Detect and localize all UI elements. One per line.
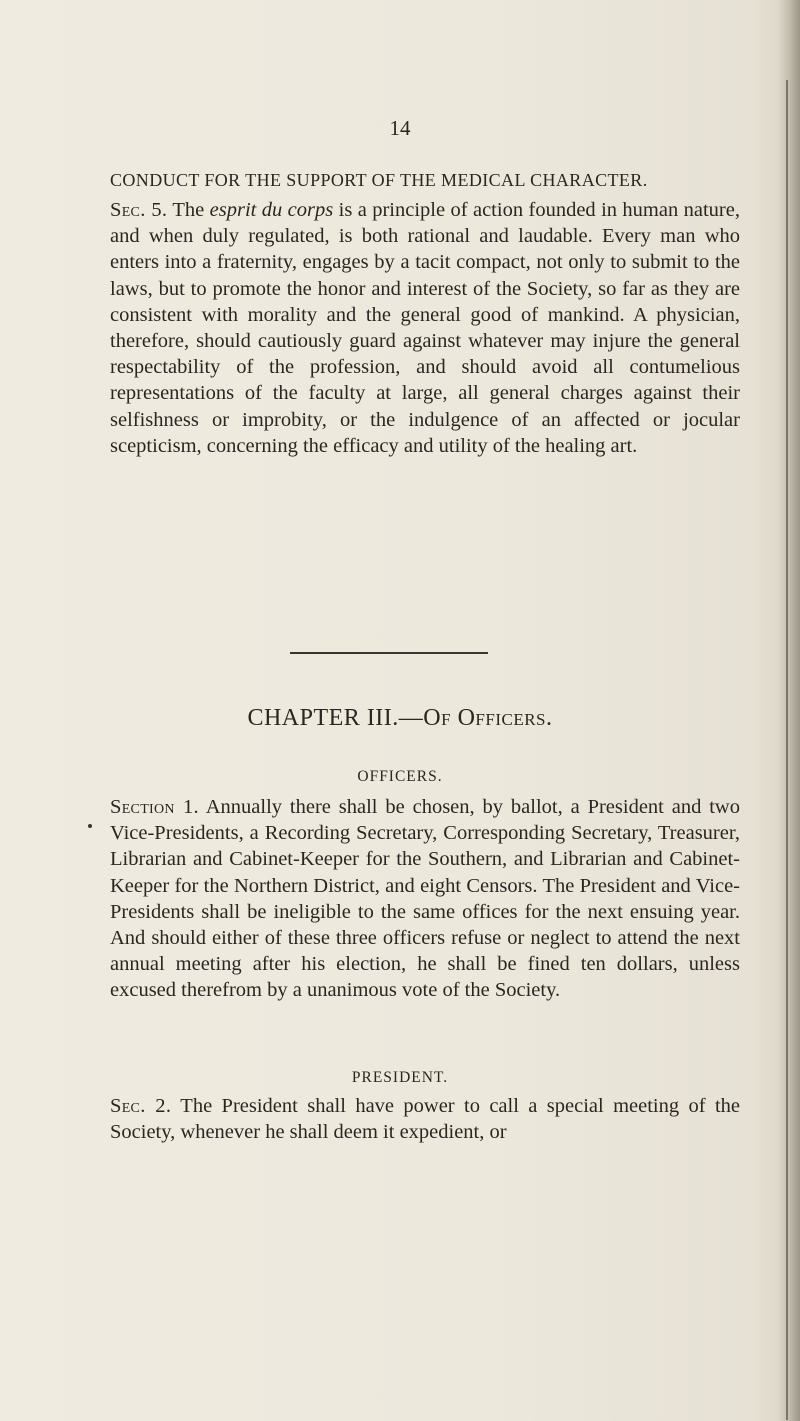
president-section	[110, 1093, 740, 1145]
president-heading: PRESIDENT.	[351, 1069, 449, 1086]
page-number: 14	[389, 116, 411, 140]
section-5-label: Sec. 5.	[110, 199, 168, 221]
section-divider	[290, 652, 488, 654]
chapter-subtitle: Of Officers.	[423, 705, 553, 731]
running-title: CONDUCT FOR THE SUPPORT OF THE MEDICAL CHARACTER.	[110, 170, 648, 190]
president-paragraph	[110, 1093, 740, 1145]
president-label: Sec. 2.	[110, 1095, 172, 1117]
margin-mark	[88, 824, 92, 828]
officers-label: Section 1.	[110, 796, 199, 818]
officers-section	[110, 794, 740, 1004]
president-text: The President shall have power to call a special meeting of the Society, whenever he shall deem it expedient, or	[110, 1095, 740, 1144]
chapter-heading	[0, 705, 800, 732]
officers-paragraph	[110, 794, 740, 1004]
section-5	[110, 197, 740, 459]
section-5-paragraph	[110, 197, 740, 459]
section-5-text-b: is a principle of action founded in human nature, and when duly regulated, is both rational and laudable. Every man who enters into a fraternity, engages by a tacit compact, not only to submit to the laws, but to promote the honor and interest of the Society, so far as they are consistent with morality and the general good of mankind. A physician, therefore, should cautiously guard against whatever may injure the general respectability of the profession, and should avoid all contumelious representations of the faculty at large, all general charges against their selfishness or improbity, or the indulgence of an affected or jocular scepticism, concerning the efficacy and utility of the healing art.	[110, 199, 740, 457]
binding-edge	[786, 80, 788, 1420]
officers-heading: OFFICERS.	[357, 768, 443, 785]
section-5-italic: esprit du corps	[209, 199, 334, 221]
section-5-text-a: The	[167, 199, 210, 221]
chapter-number: CHAPTER III.—	[247, 705, 424, 731]
officers-text: Annually there shall be chosen, by ballot, a President and two Vice-Presidents, a Recording Secretary, Corresponding Secretary, Treasurer, Librarian and Cabinet-Keeper for the Southern, and Librarian and Cabinet-Keeper for the Northern District, and eight Censors. The President and Vice-Presidents shall be ineligible to the same offices for the next ensuing year. And should either of these three officers refuse or neglect to attend the next annual meeting after his election, he shall be fined ten dollars, unless excused therefrom by a unanimous vote of the Society.	[110, 796, 740, 1002]
